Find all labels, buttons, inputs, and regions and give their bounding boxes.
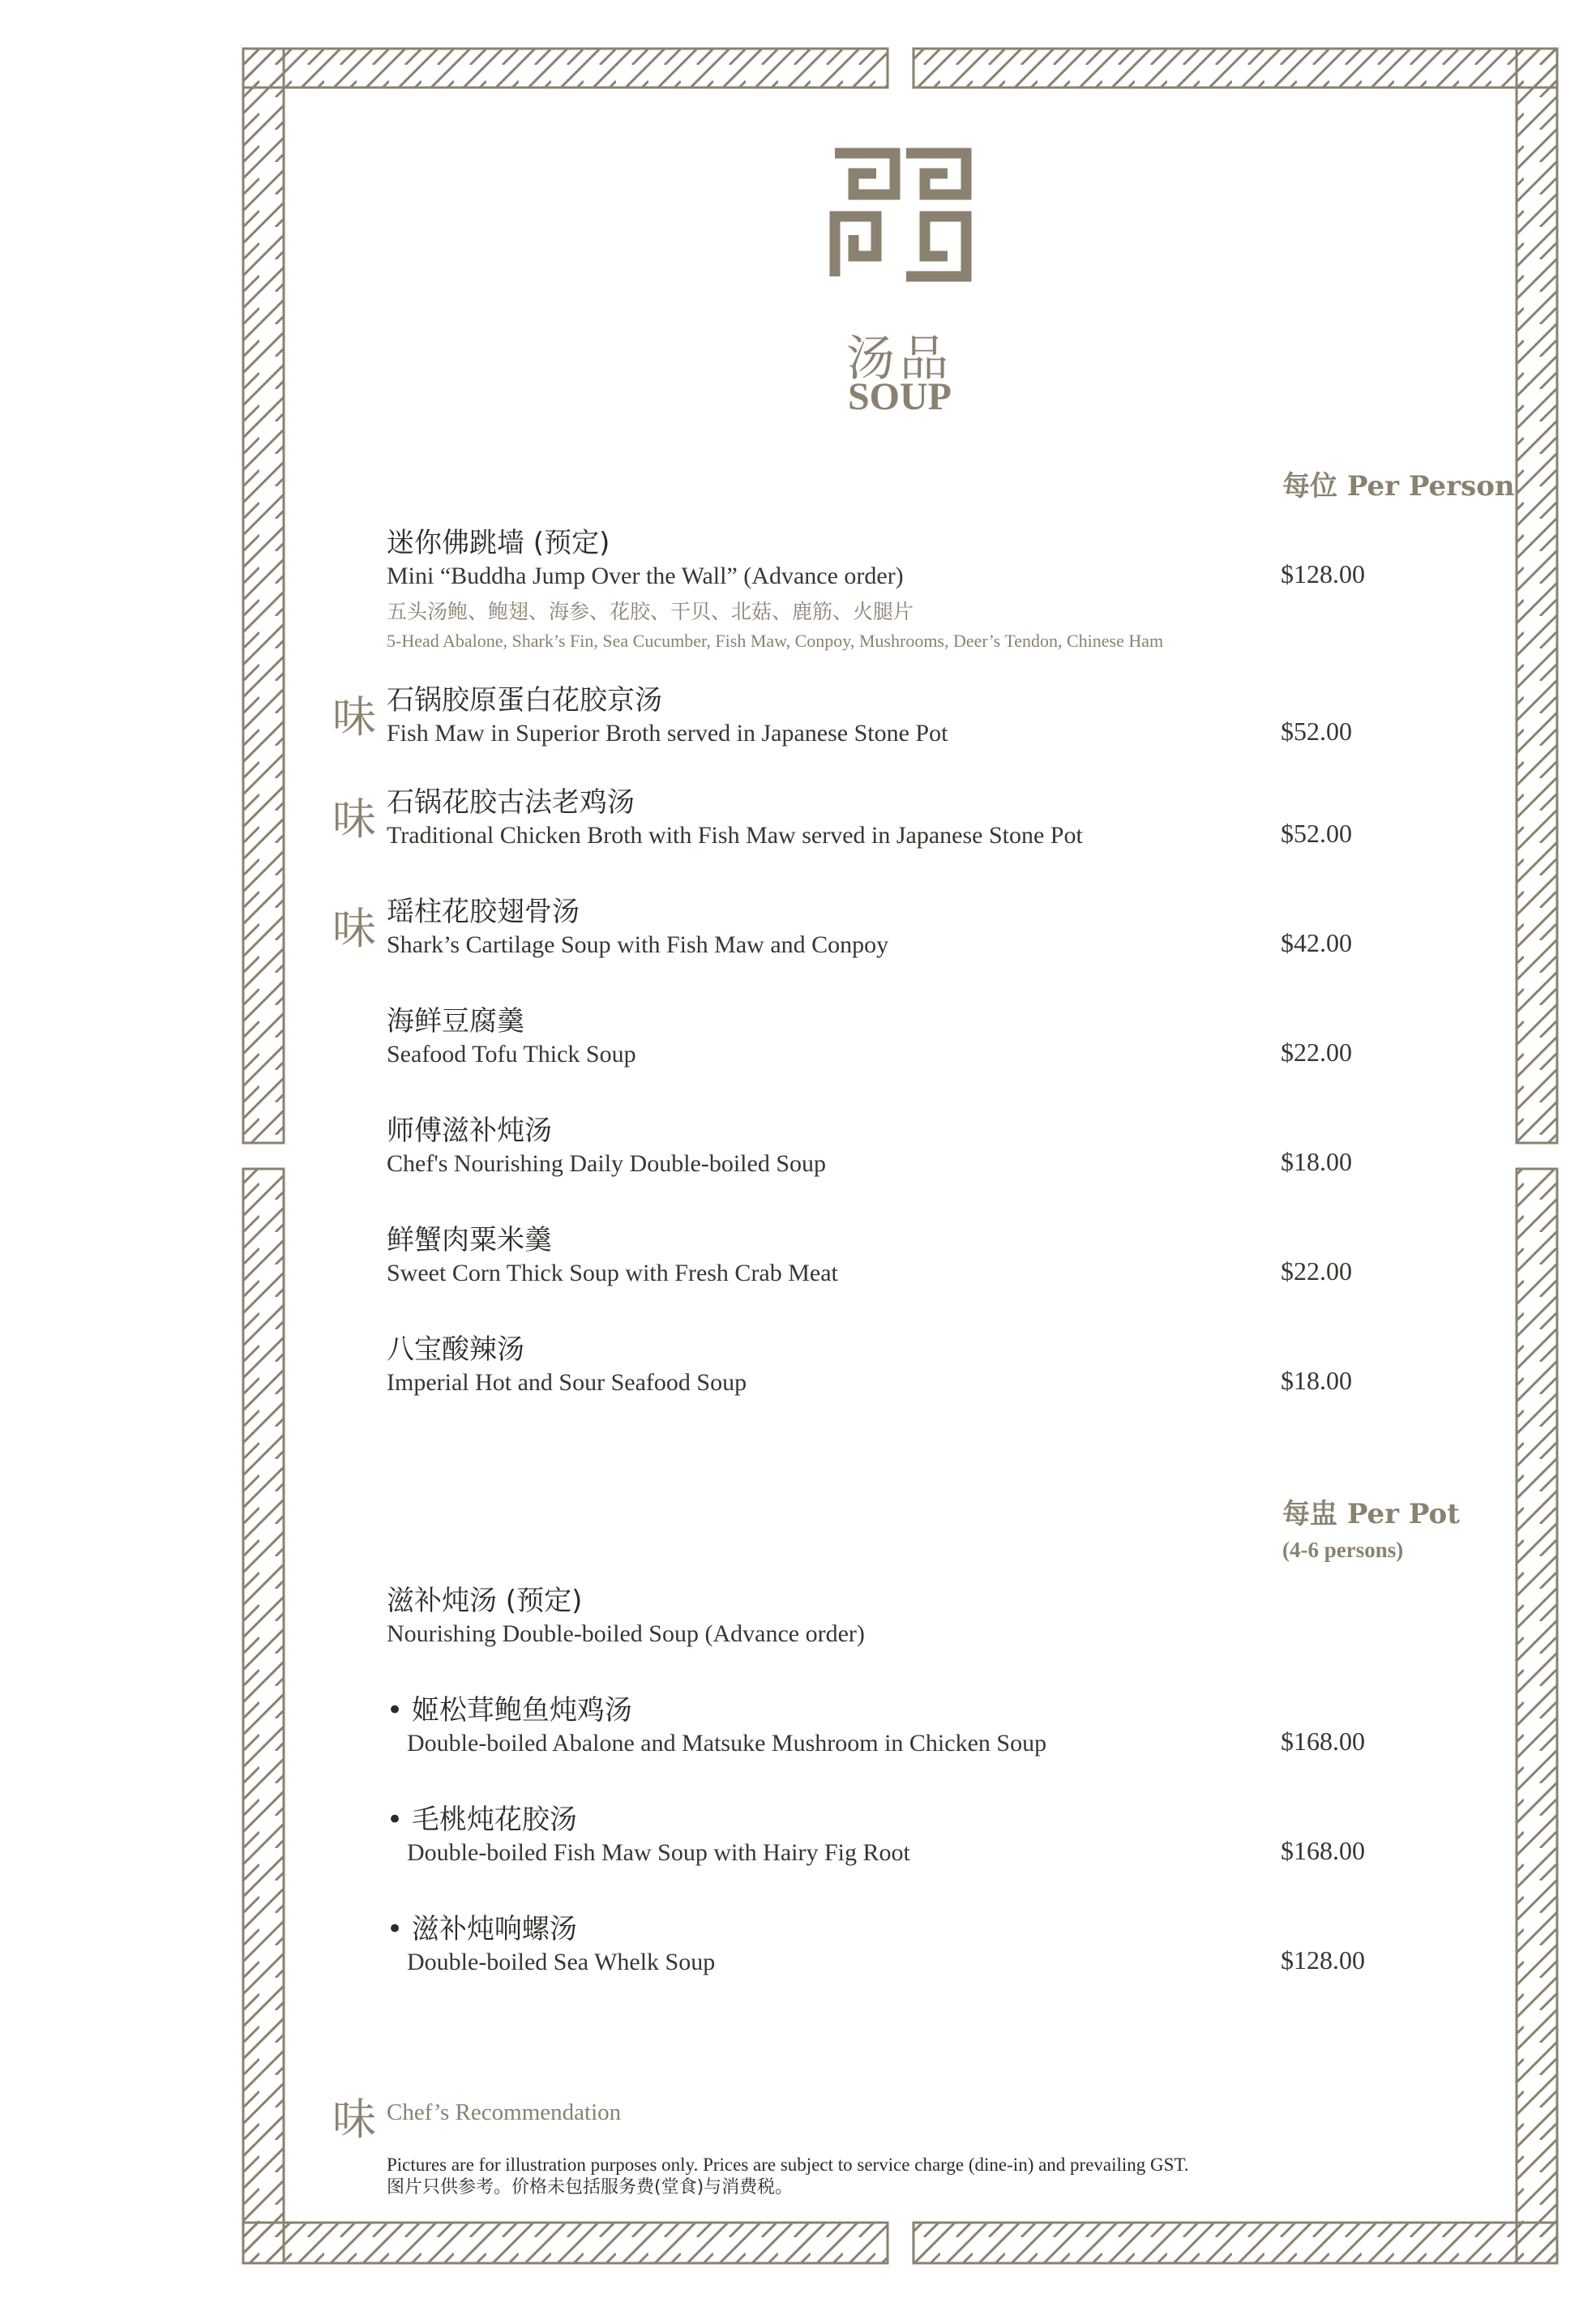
item-price: $52.00	[1281, 819, 1352, 848]
item-name-cn: 八宝酸辣汤	[387, 1333, 524, 1366]
menu-item	[387, 785, 1278, 851]
group-name-en: Nourishing Double-boiled Soup (Advance order)	[387, 1620, 865, 1647]
footnote	[387, 2154, 1189, 2199]
menu-group	[387, 1583, 1278, 1650]
item-name-en: Mini “Buddha Jump Over the Wall” (Advance order)	[387, 563, 904, 589]
item-price: $168.00	[1281, 1727, 1365, 1756]
item-price: $52.00	[1281, 717, 1352, 746]
item-name-cn: 石锅胶原蛋白花胶京汤	[387, 684, 662, 717]
item-name-en: Traditional Chicken Broth with Fish Maw served in Japanese Stone Pot	[387, 822, 1083, 849]
menu-item	[387, 1222, 1278, 1289]
group-name-cn: 滋补炖汤 (预定)	[387, 1585, 583, 1617]
item-name-cn: 海鲜豆腐羹	[387, 1005, 524, 1038]
menu-item	[387, 1113, 1278, 1179]
item-name-cn: • 滋补炖响螺汤	[387, 1913, 577, 1945]
item-name-cn: 师傅滋补炖汤	[387, 1115, 552, 1147]
menu-item	[387, 1802, 1278, 1868]
item-price: $128.00	[1281, 559, 1365, 588]
item-name-en: Double-boiled Fish Maw Soup with Hairy Fig Root	[407, 1839, 910, 1866]
item-name-cn: 迷你佛跳墙 (预定)	[387, 527, 610, 559]
item-price: $128.00	[1281, 1945, 1365, 1975]
menu-item	[387, 683, 1278, 749]
item-name-cn: • 姬松茸鲍鱼炖鸡汤	[387, 1694, 632, 1727]
menu-item	[387, 894, 1278, 961]
item-name-cn: 鲜蟹肉粟米羹	[387, 1224, 552, 1256]
item-name-en: Double-boiled Abalone and Matsuke Mushroom in Chicken Soup	[407, 1730, 1047, 1757]
per-pot-label: 每盅 Per Pot	[1282, 1498, 1460, 1530]
item-name-cn: 石锅花胶古法老鸡汤	[387, 786, 635, 819]
item-name-cn: 瑶柱花胶翅骨汤	[387, 896, 580, 928]
chef-recommendation-icon: 味	[332, 691, 376, 742]
page-title-english: SOUP	[847, 375, 952, 418]
item-name-cn: • 毛桃炖花胶汤	[387, 1804, 577, 1836]
item-price: $18.00	[1281, 1147, 1352, 1176]
recommendation-legend: Chef’s Recommendation	[387, 2099, 622, 2125]
chef-recommendation-icon: 味	[332, 903, 376, 954]
chef-recommendation-icon: 味	[332, 794, 376, 845]
menu-item	[387, 525, 1278, 655]
item-price: $22.00	[1281, 1256, 1352, 1286]
menu-item	[387, 1911, 1278, 1978]
footnote-chinese: 图片只供参考。价格未包括服务费(堂食)与消费税。	[387, 2177, 794, 2197]
item-name-en: Chef's Nourishing Daily Double-boiled Soup	[387, 1150, 827, 1177]
item-ingredients-en: 5-Head Abalone, Shark’s Fin, Sea Cucumber, Fish Maw, Conpoy, Mushrooms, Deer’s Tendon, Chinese Ham	[387, 631, 1164, 651]
per-person-header	[1282, 464, 1515, 503]
item-price: $22.00	[1281, 1038, 1352, 1067]
item-price: $18.00	[1281, 1366, 1352, 1395]
footnote-english: Pictures are for illustration purposes only. Prices are subject to service charge (dine-in) and prevailing GST.	[387, 2155, 1189, 2175]
menu-item	[387, 1332, 1278, 1398]
item-ingredients-cn: 五头汤鲍、鲍翅、海参、花胶、干贝、北菇、鹿筋、火腿片	[387, 600, 914, 623]
item-name-en: Sweet Corn Thick Soup with Fresh Crab Meat	[387, 1260, 838, 1286]
item-price: $42.00	[1281, 928, 1352, 957]
menu-item	[387, 1692, 1278, 1759]
chef-recommendation-icon: 味	[332, 2094, 376, 2145]
per-pot-header	[1282, 1491, 1460, 1563]
item-name-en: Fish Maw in Superior Broth served in Japanese Stone Pot	[387, 720, 948, 747]
item-name-en: Double-boiled Sea Whelk Soup	[407, 1949, 716, 1975]
item-price: $168.00	[1281, 1836, 1365, 1865]
page-title-chinese: 汤品	[846, 331, 953, 387]
fret-pattern-logo-icon	[829, 148, 972, 282]
item-name-en: Seafood Tofu Thick Soup	[387, 1041, 636, 1068]
item-name-en: Shark’s Cartilage Soup with Fish Maw and Conpoy	[387, 931, 889, 958]
per-pot-note: (4-6 persons)	[1282, 1538, 1404, 1562]
per-person-label: 每位 Per Person	[1282, 470, 1515, 503]
item-name-en: Imperial Hot and Sour Seafood Soup	[387, 1369, 747, 1396]
menu-item	[387, 1004, 1278, 1070]
